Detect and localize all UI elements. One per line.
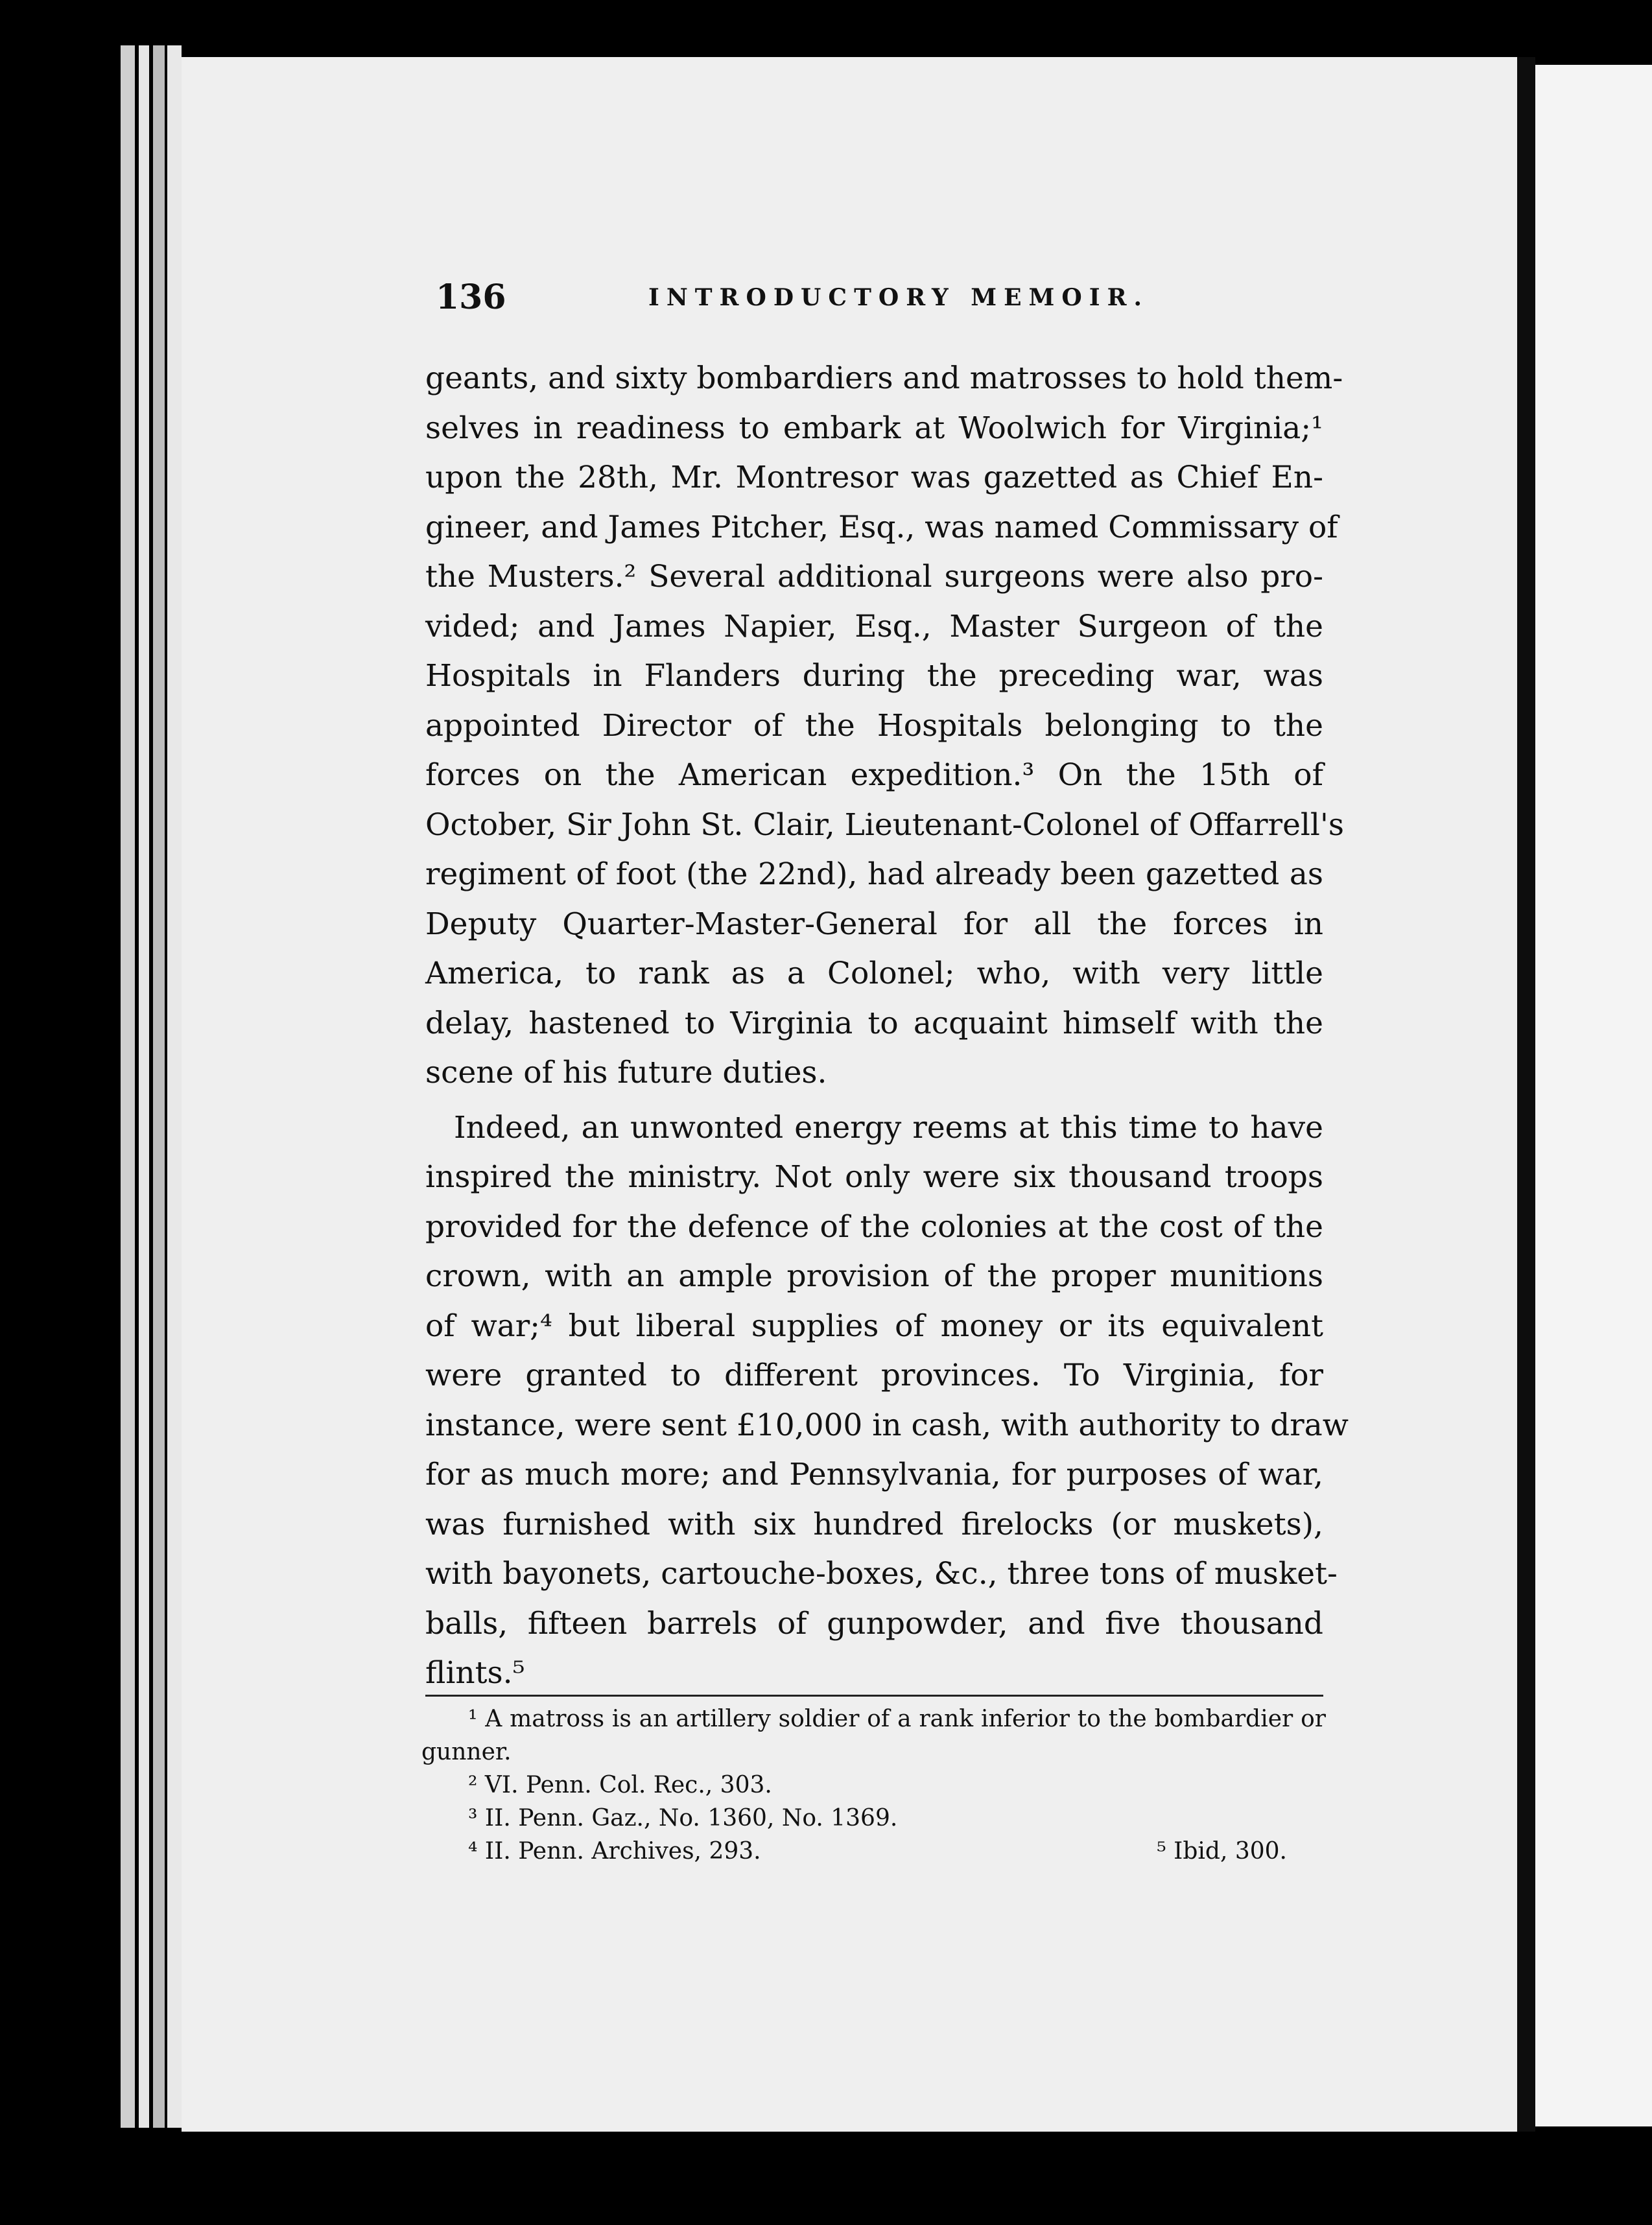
text-line: delay, hastened to Virginia to acquaint himself with the (425, 1005, 1323, 1041)
text-line: flints.⁵ (425, 1655, 525, 1691)
text-line: appointed Director of the Hospitals belonging to the (425, 707, 1323, 744)
text-line: vided; and James Napier, Esq., Master Surgeon of the (425, 608, 1323, 644)
text-line: of war;⁴ but liberal supplies of money or its equivalent (425, 1308, 1323, 1344)
body-text (425, 354, 1349, 1699)
text-line: selves in readiness to embark at Woolwich for Virginia;¹ (425, 410, 1323, 446)
footnotes (421, 1702, 1326, 1868)
text-line: scene of his future duties. (425, 1055, 827, 1090)
text-line: gineer, and James Pitcher, Esq., was named Commissary of (425, 509, 1338, 545)
footnote-2: ² VI. Penn. Col. Rec., 303. (468, 1772, 772, 1798)
text-line: Hospitals in Flanders during the preceding war, was (425, 658, 1323, 694)
page-gutter (1517, 57, 1535, 2132)
footnote-3: ³ II. Penn. Gaz., No. 1360, No. 1369. (468, 1805, 898, 1831)
text-line: inspired the ministry. Not only were six thousand troops (425, 1159, 1323, 1195)
book-edge-stripe (153, 45, 165, 2128)
footnote-divider (425, 1695, 1323, 1697)
text-line: geants, and sixty bombardiers and matrosses to hold them- (425, 360, 1343, 396)
text-line: were granted to different provinces. To Virginia, for (425, 1358, 1323, 1393)
book-edge-stripe (139, 45, 149, 2128)
book-edge-stripe (167, 45, 182, 2128)
text-line: the Musters.² Several additional surgeons were also pro- (425, 559, 1323, 595)
text-line: forces on the American expedition.³ On the 15th of (425, 757, 1323, 793)
text-line: was furnished with six hundred firelocks (or muskets), (425, 1506, 1323, 1542)
text-line: for as much more; and Pennsylvania, for purposes of war, (425, 1457, 1323, 1492)
text-line: Deputy Quarter-Master-General for all the forces in (425, 906, 1323, 942)
footnote-1: ¹ A matross is an artillery soldier of a rank inferior to the bombardier or (468, 1706, 1326, 1732)
text-line: America, to rank as a Colonel; who, with very little (425, 956, 1323, 991)
footnote-5: ⁵ Ibid, 300. (1157, 1838, 1287, 1865)
text-line: crown, with an ample provision of the proper munitions (425, 1258, 1323, 1294)
footnote-row-4-5 (421, 1835, 1326, 1868)
footnote-4: ⁴ II. Penn. Archives, 293. (468, 1838, 761, 1865)
text-line: Indeed, an unwonted energy reems at this time to have (454, 1109, 1323, 1146)
book-edge-stripe (121, 45, 135, 2128)
text-line: provided for the defence of the colonies at the cost of the (425, 1208, 1323, 1245)
adjacent-page-edge (1535, 65, 1652, 2126)
text-line: upon the 28th, Mr. Montresor was gazetted as Chief En- (425, 460, 1323, 495)
text-line: regiment of foot (the 22nd), had already been gazetted as (425, 856, 1323, 892)
page-number: 136 (436, 277, 506, 317)
text-line: balls, fifteen barrels of gunpowder, and five thousand (425, 1605, 1323, 1642)
text-line: with bayonets, cartouche-boxes, &c., three tons of musket- (425, 1556, 1338, 1592)
text-line: October, Sir John St. Clair, Lieutenant-Colonel of Offarrell's (425, 806, 1344, 843)
text-line: instance, were sent £10,000 in cash, with authority to draw (425, 1407, 1349, 1443)
running-head: INTRODUCTORY MEMOIR. (648, 284, 1150, 311)
paragraph-gap (425, 1098, 1323, 1103)
page-header (436, 277, 1324, 323)
footnote-1-continued: gunner. (421, 1739, 512, 1765)
